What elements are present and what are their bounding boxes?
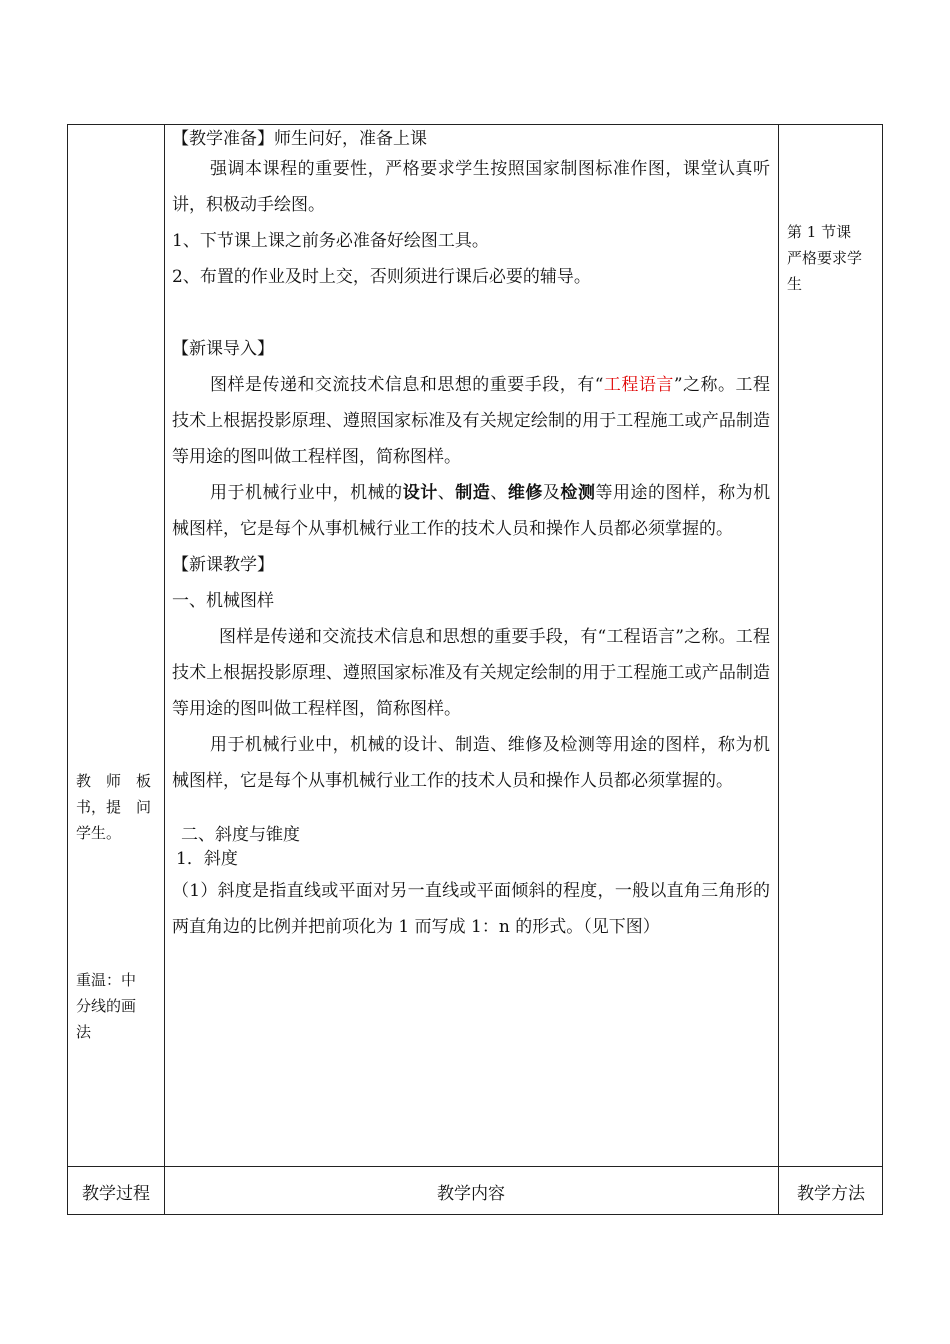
note-line: 学生。 bbox=[76, 824, 122, 842]
prep-paragraph: 强调本课程的重要性，严格要求学生按照国家制图标准作图，课堂认真听讲，积极动手绘图。 bbox=[172, 159, 770, 215]
teaching-method-column bbox=[779, 125, 883, 1166]
note-line: 重温：中 bbox=[76, 971, 137, 989]
section-title: 一、机械图样 bbox=[172, 591, 274, 611]
blank-line bbox=[172, 295, 770, 331]
intro-paragraph bbox=[172, 475, 770, 547]
teacher-note bbox=[76, 768, 158, 846]
note-line: 严格要求学 bbox=[787, 249, 863, 267]
method-note bbox=[787, 219, 875, 297]
bold-term: 设计 bbox=[402, 483, 438, 503]
footer-content-label: 教学内容 bbox=[437, 1183, 505, 1204]
section-title: 二、斜度与锥度 bbox=[181, 825, 300, 845]
note-line: 书，提 问 bbox=[76, 798, 152, 816]
intro-text: 图样是传递和交流技术信息和思想的重要手段，有“ bbox=[210, 375, 604, 395]
subsection-paragraph: （1）斜度是指直线或平面对另一直线或平面倾斜的程度，一般以直角三角形的两直角边的比例并把前项化为 1 而写成 1：n 的形式。（见下图） bbox=[172, 881, 770, 937]
footer-method-label: 教学方法 bbox=[797, 1183, 865, 1204]
highlight-term: 工程语言 bbox=[603, 375, 674, 395]
intro-text: ”之称。工程技术上根据投影原理、遵照国家标准及有关规定绘制的用于工程施工或产品制造等用途的图叫做工程样图，简称图样。 bbox=[172, 375, 770, 467]
bold-term: 检测 bbox=[560, 483, 596, 503]
intro-text: 等用途的图样，称为机械图样，它是每个从事机械行业工作的技术人员和操作人员都必须掌握的。 bbox=[172, 483, 771, 539]
intro-paragraph bbox=[172, 367, 770, 475]
intro-heading: 【新课导入】 bbox=[172, 339, 274, 359]
bold-term: 制造 bbox=[455, 483, 491, 503]
bold-term: 维修 bbox=[507, 483, 543, 503]
note-line: 法 bbox=[76, 1023, 92, 1041]
blank-line bbox=[172, 799, 770, 823]
note-line: 生 bbox=[787, 275, 803, 293]
teach-heading: 【新课教学】 bbox=[172, 555, 274, 575]
lesson-plan-table bbox=[67, 124, 883, 1215]
teaching-process-column bbox=[68, 125, 164, 1166]
prep-heading: 【教学准备】师生问好，准备上课 bbox=[172, 129, 427, 149]
content-body bbox=[172, 127, 770, 945]
subsection-title: 1．斜度 bbox=[176, 849, 238, 869]
teaching-content-column bbox=[165, 125, 777, 1166]
prep-item: 2、布置的作业及时上交，否则须进行课后必要的辅导。 bbox=[172, 267, 591, 287]
section-paragraph: 用于机械行业中，机械的设计、制造、维修及检测等用途的图样，称为机械图样，它是每个从事机械行业工作的技术人员和操作人员都必须掌握的。 bbox=[172, 735, 770, 791]
note-line: 分线的画 bbox=[76, 997, 137, 1015]
footer-process-label: 教学过程 bbox=[82, 1183, 150, 1204]
review-note bbox=[76, 967, 158, 1045]
note-line: 教 师 板 bbox=[76, 772, 152, 790]
separator: 及 bbox=[542, 483, 561, 503]
prep-item: 1、下节课上课之前务必准备好绘图工具。 bbox=[172, 231, 489, 251]
intro-text: 用于机械行业中，机械的 bbox=[210, 483, 403, 503]
section-paragraph: 图样是传递和交流技术信息和思想的重要手段，有“工程语言”之称。工程技术上根据投影原理、遵照国家标准及有关规定绘制的用于工程施工或产品制造等用途的图叫做工程样图，简称图样。 bbox=[172, 627, 770, 719]
separator: 、 bbox=[437, 483, 456, 503]
note-line: 第 1 节课 bbox=[787, 223, 852, 241]
separator: 、 bbox=[490, 483, 508, 503]
